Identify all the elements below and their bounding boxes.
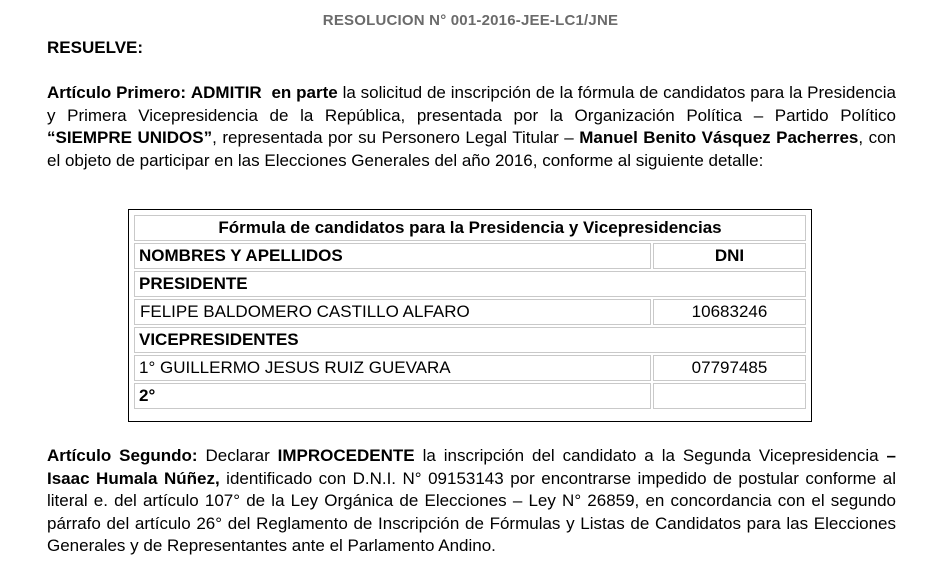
article-two-text-a: Declarar <box>197 446 278 465</box>
article-two-label: Artículo Segundo: <box>47 446 198 465</box>
table-row <box>134 383 806 409</box>
article-one-paragraph <box>47 82 896 172</box>
section-row-vice <box>134 327 806 353</box>
article-two-decision: IMPROCEDENTE <box>277 446 415 465</box>
vice1-dni: 07797485 <box>653 355 806 381</box>
vice1-name: 1° GUILLERMO JESUS RUIZ GUEVARA <box>134 355 651 381</box>
resolution-title: RESOLUCION N° 001-2016-JEE-LC1/JNE <box>322 12 619 29</box>
article-one-text-b: , representada por su Personero Legal Titular – <box>212 128 580 147</box>
table-row <box>134 355 806 381</box>
article-two-text-c: identificado con D.N.I. N° 09153143 por encontrarse impedido de postular conforme al literal e. del artículo 107° de la Ley Orgánica de Elecciones – Ley N° 26859, en concordancia con el segundo párrafo del artículo 26° del Reglamento de Inscripción de Fórmulas y Listas de Candidatos para las Elecciones Generales y de Representantes ante el Parlamento Andino. <box>47 468 896 555</box>
table-header-row <box>134 243 806 269</box>
article-one-scope: en parte <box>271 83 338 102</box>
column-header-dni: DNI <box>653 243 806 269</box>
article-one-decision: ADMITIR <box>190 83 262 102</box>
table-title-row <box>134 215 806 241</box>
article-two-text-b: la inscripción del candidato a la Segunda Vicepresidencia <box>414 446 887 465</box>
section-vice-label: VICEPRESIDENTES <box>134 327 806 353</box>
section-row-president <box>134 271 806 297</box>
column-header-names: NOMBRES Y APELLIDOS <box>134 243 651 269</box>
vice2-dni <box>653 383 806 409</box>
candidates-table <box>128 209 812 422</box>
party-name: “SIEMPRE UNIDOS” <box>47 128 213 147</box>
president-dni: 10683246 <box>653 299 806 325</box>
excluded-candidate: – Isaac Humala Núñez, <box>47 446 896 488</box>
representative-name: Manuel Benito Vásquez Pacherres <box>579 128 859 147</box>
section-president-label: PRESIDENTE <box>134 271 806 297</box>
article-one-text-a: la solicitud de inscripción de la fórmula de candidatos para la Presidencia y Primera Vicepresidencia de la República, presentada por la Organización Política – Partido Político <box>47 83 896 125</box>
article-one-text-c: , con el objeto de participar en las Elecciones Generales del año 2016, conforme al siguiente detalle: <box>47 128 896 170</box>
president-name: FELIPE BALDOMERO CASTILLO ALFARO <box>134 299 651 325</box>
table-row <box>134 299 806 325</box>
article-one-label: Artículo Primero: <box>47 83 186 102</box>
article-two-paragraph <box>47 445 896 558</box>
vice2-name: 2° <box>134 383 651 409</box>
resuelve-heading: RESUELVE: <box>47 38 144 57</box>
table-title: Fórmula de candidatos para la Presidencia y Vicepresidencias <box>134 215 806 241</box>
